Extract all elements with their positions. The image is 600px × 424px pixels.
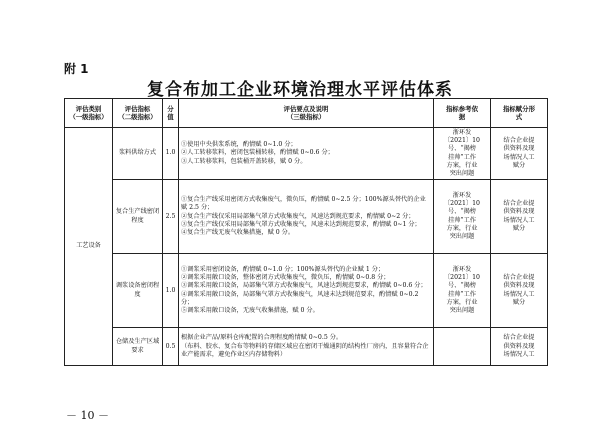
scoring-method-cell: 结合企业提 供资料及现 场情况人工 赋分 bbox=[491, 128, 548, 180]
appendix-label: 附 1 bbox=[64, 62, 89, 76]
table-header-row bbox=[65, 99, 548, 128]
indicator-cell: 仓储及生产区域要求 bbox=[113, 328, 163, 366]
score-cell: 2.5 bbox=[163, 180, 179, 254]
header-score: 分 值 bbox=[163, 99, 179, 128]
category-cell: 工艺设备 bbox=[65, 128, 113, 366]
score-cell: 1.0 bbox=[163, 128, 179, 180]
description-line: ②调浆采用敞口设备，整体密闭方式收集废气，微负压，酌情赋 0~0.8 分； bbox=[181, 274, 390, 282]
indicator-cell: 复合生产线密闭程度 bbox=[113, 180, 163, 254]
description-line: ③复合生产线仅采用局部集气罩方式收集废气，风速未达到规范要求，酌情赋 0~1 分； bbox=[181, 220, 421, 228]
header-scoring-method: 指标赋分形 式 bbox=[491, 99, 548, 128]
table-row bbox=[65, 328, 548, 366]
reference-cell: 浙环发 〔2021〕10 号、“揭榜 挂帅”工作 方案，行业 突出问题 bbox=[434, 128, 491, 180]
header-reference: 指标参考依 据 bbox=[434, 99, 491, 128]
scoring-method-cell: 结合企业提 供资料及现 场情况人工 赋分 bbox=[491, 254, 548, 328]
description-line: ④调浆采用敞口设备，局部集气罩方式收集废气，风速未达到规范要求，酌情赋 0~0.2 分； bbox=[181, 290, 419, 306]
indicator-cell: 调浆设备密闭程度 bbox=[113, 254, 163, 328]
score-cell: 1.0 bbox=[163, 254, 179, 328]
header-indicator: 评估指标 （二级指标） bbox=[113, 99, 163, 128]
scoring-method-cell: 结合企业提 供资料及现 场情况人工 赋分 bbox=[491, 180, 548, 254]
description-line: ③人工转移浆料，包装桶开盖转移，赋 0 分。 bbox=[181, 157, 307, 165]
evaluation-table bbox=[64, 98, 548, 366]
description-line: 根据企业产品/原料仓库配置的合理程度酌情赋 0~0.5 分。 bbox=[181, 334, 343, 342]
description-cell bbox=[179, 254, 434, 328]
description-line: ④复合生产线无废气收集措施，赋 0 分。 bbox=[181, 228, 295, 236]
table-row bbox=[65, 128, 548, 180]
description-cell bbox=[179, 328, 434, 366]
reference-cell: 浙环发 〔2021〕10 号、“揭榜 挂帅”工作 方案，行业 突出问题 bbox=[434, 254, 491, 328]
description-line: ①调浆采用密闭设备，酌情赋 0~1.0 分；100%源头替代的企业赋 1 分； bbox=[181, 266, 385, 274]
header-category: 评估类别 （一级指标） bbox=[65, 99, 113, 128]
table-row bbox=[65, 254, 548, 328]
description-line: ②复合生产线仅采用局部集气罩方式收集废气，风速达到规范要求，酌情赋 0~2 分； bbox=[181, 212, 415, 220]
reference-cell: 浙环发 〔2021〕10 号、“揭榜 挂帅”工作 方案，行业 突出问题 bbox=[434, 180, 491, 254]
description-line: ③调浆采用敞口设备，局部集气罩方式收集废气，风速达到规范要求，酌情赋 0~0.6 分； bbox=[181, 282, 427, 290]
description-cell bbox=[179, 128, 434, 180]
score-cell: 0.5 bbox=[163, 328, 179, 366]
table-row bbox=[65, 180, 548, 254]
description-line: ⑤调浆采用敞口设备，无废气收集措施，赋 0 分。 bbox=[181, 307, 319, 314]
header-description: 评估要点及说明 （三级指标） bbox=[179, 99, 434, 128]
scoring-method-cell: 结合企业提 供资料及现 场情况人工 bbox=[491, 328, 548, 366]
description-cell bbox=[179, 180, 434, 254]
description-line: ①使用中央供浆系统，酌情赋 0~1.0 分； bbox=[181, 141, 297, 149]
indicator-cell: 浆料供给方式 bbox=[113, 128, 163, 180]
description-line: （布料、胶水、复合布等物料的存储区域应在密闭干燥通阴的结构性厂房内，且容量符合企业产能需求，避免作业区内存储物料） bbox=[181, 342, 429, 358]
description-line: ①复合生产线采用密闭方式收集废气，微负压，酌情赋 0~2.5 分；100%源头替代的企业赋 2.5 分； bbox=[181, 196, 426, 212]
page-number: － 10 － bbox=[66, 409, 109, 422]
document-title: 复合布加工企业环境治理水平评估体系 bbox=[147, 80, 453, 100]
reference-cell bbox=[434, 328, 491, 366]
description-line: ②人工转移浆料，密闭包装桶转移，酌情赋 0~0.6 分； bbox=[181, 149, 334, 157]
